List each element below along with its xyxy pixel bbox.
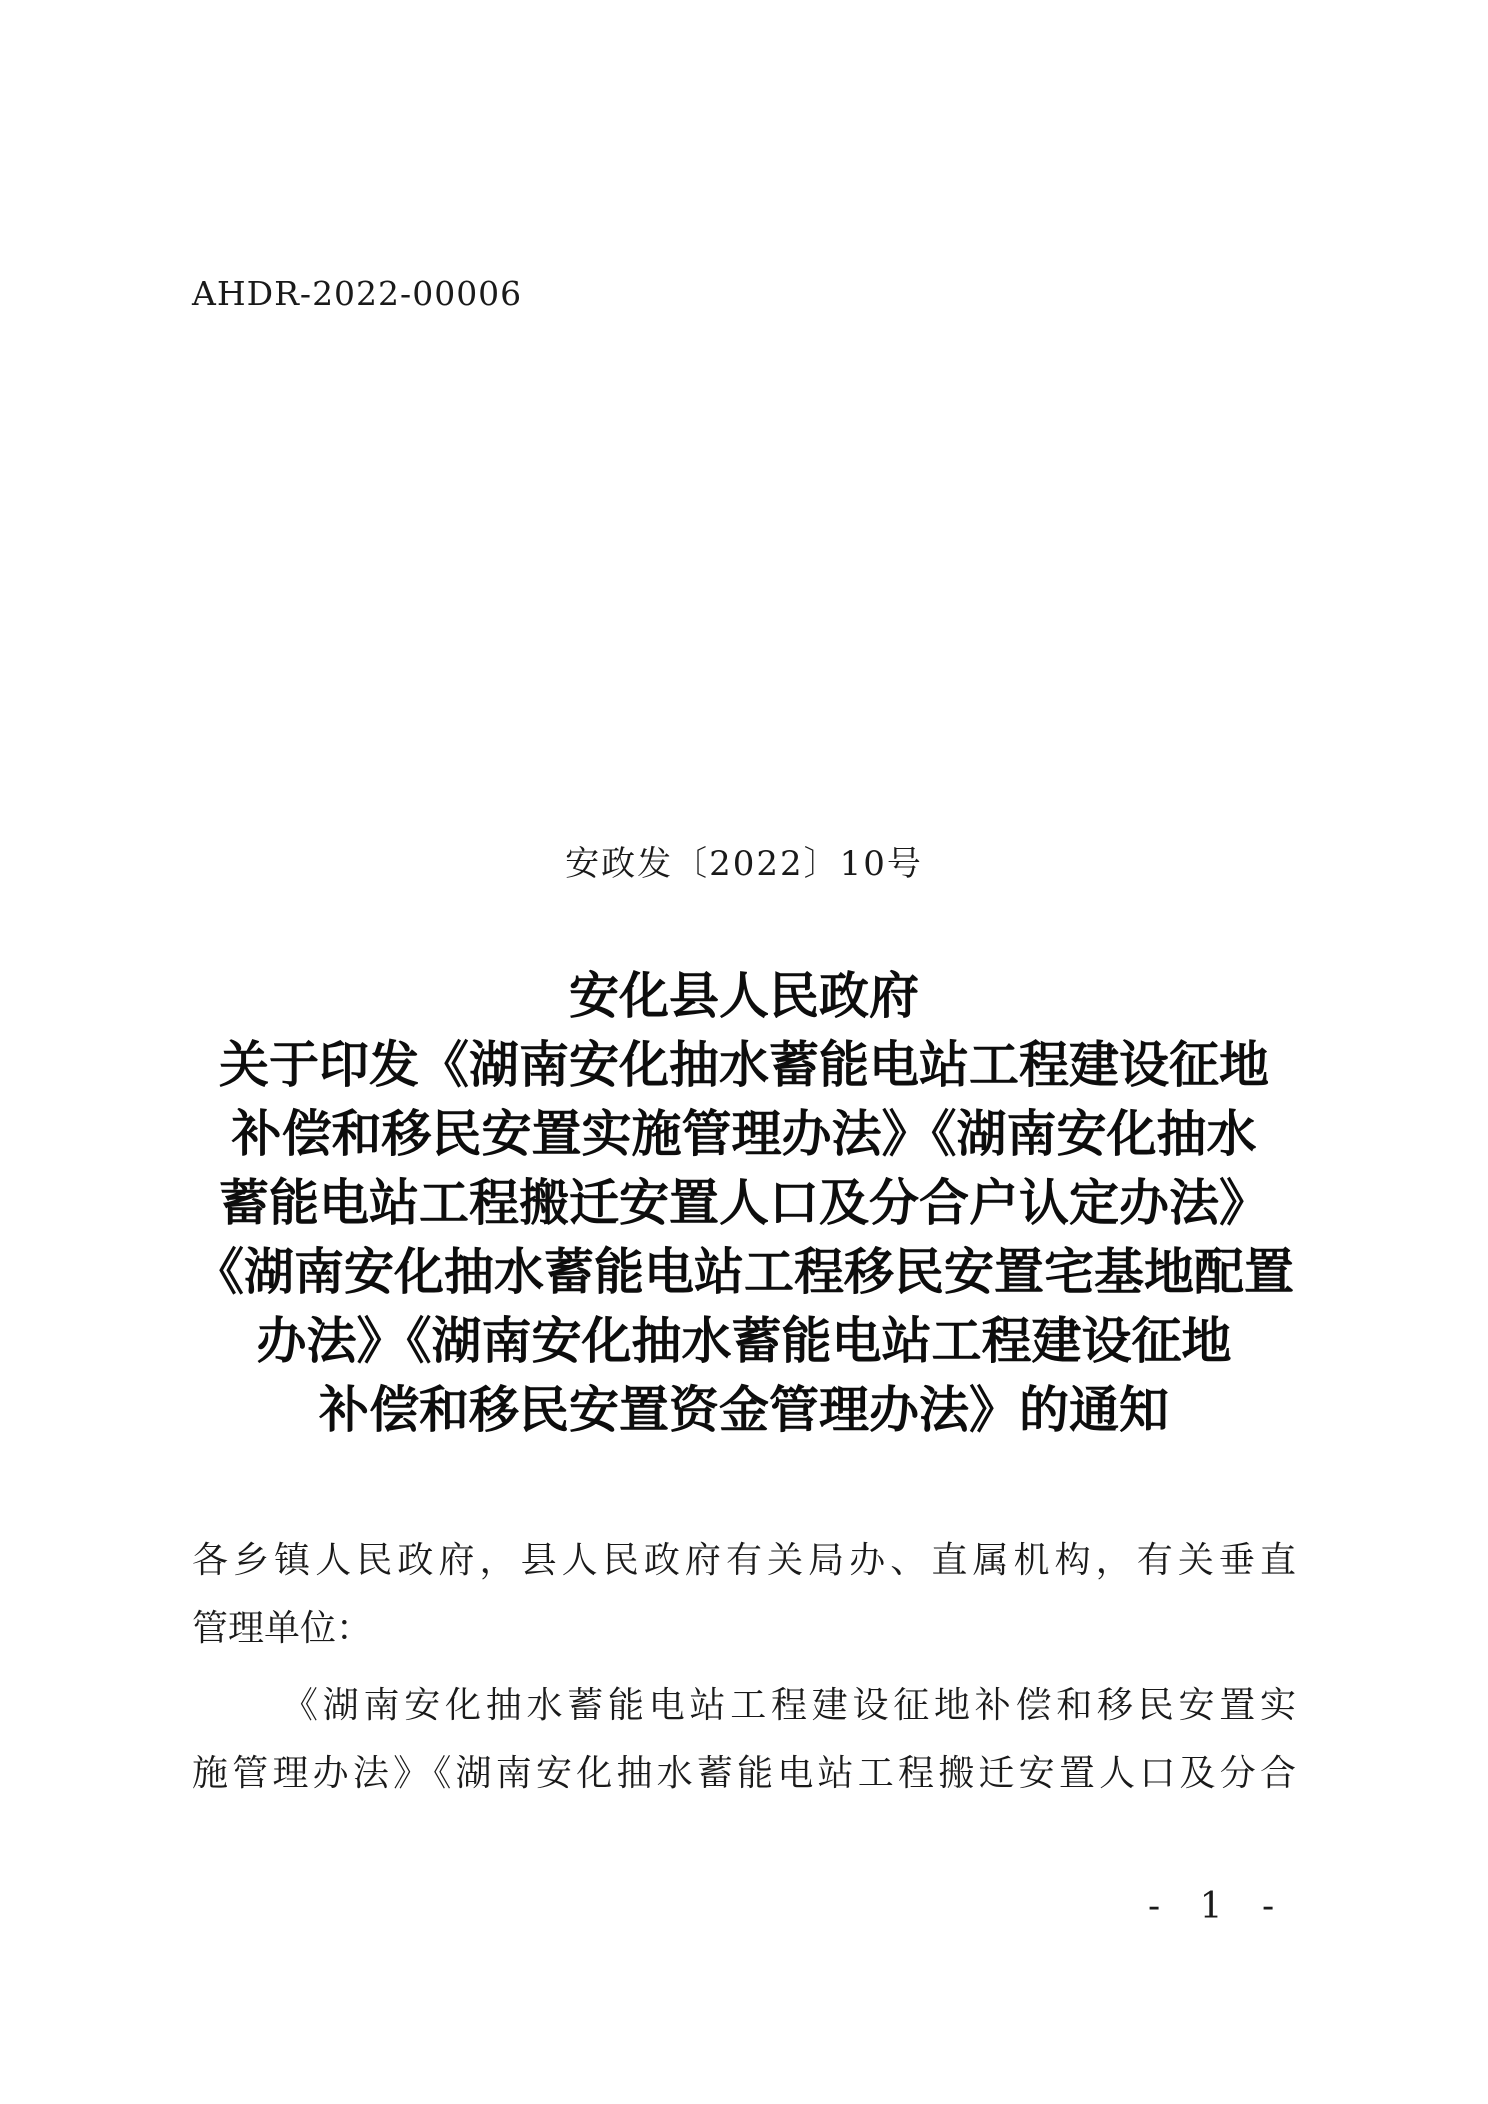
paragraph-line: 《湖南安化抽水蓄能电站工程建设征地补偿和移民安置实 [282, 1685, 1296, 1726]
title-line: 《湖南安化抽水蓄能电站工程移民安置宅基地配置 [194, 1243, 1294, 1301]
title-line: 补偿和移民安置资金管理办法》的通知 [319, 1381, 1169, 1439]
title-line: 办法》《湖南安化抽水蓄能电站工程建设征地 [256, 1312, 1232, 1370]
title-line: 补偿和移民安置实施管理办法》《湖南安化抽水 [231, 1105, 1257, 1163]
addressee-line: 各乡镇人民政府，县人民政府有关局办、直属机构，有关垂直 [192, 1540, 1296, 1581]
document-number: 安政发〔2022〕10号 [565, 844, 923, 884]
title-line: 安化县人民政府 [569, 967, 919, 1025]
page-number: - 1 - [1148, 1886, 1289, 1927]
addressee [192, 1527, 1296, 1663]
document-code: AHDR-2022-00006 [192, 274, 523, 313]
addressee-line: 管理单位： [192, 1608, 373, 1649]
document-title [150, 962, 1338, 1445]
title-line: 关于印发《湖南安化抽水蓄能电站工程建设征地 [219, 1036, 1269, 1094]
body-paragraph [192, 1672, 1296, 1808]
title-line: 蓄能电站工程搬迁安置人口及分合户认定办法》 [219, 1174, 1269, 1232]
paragraph-line: 施管理办法》《湖南安化抽水蓄能电站工程搬迁安置人口及分合 [192, 1753, 1296, 1794]
